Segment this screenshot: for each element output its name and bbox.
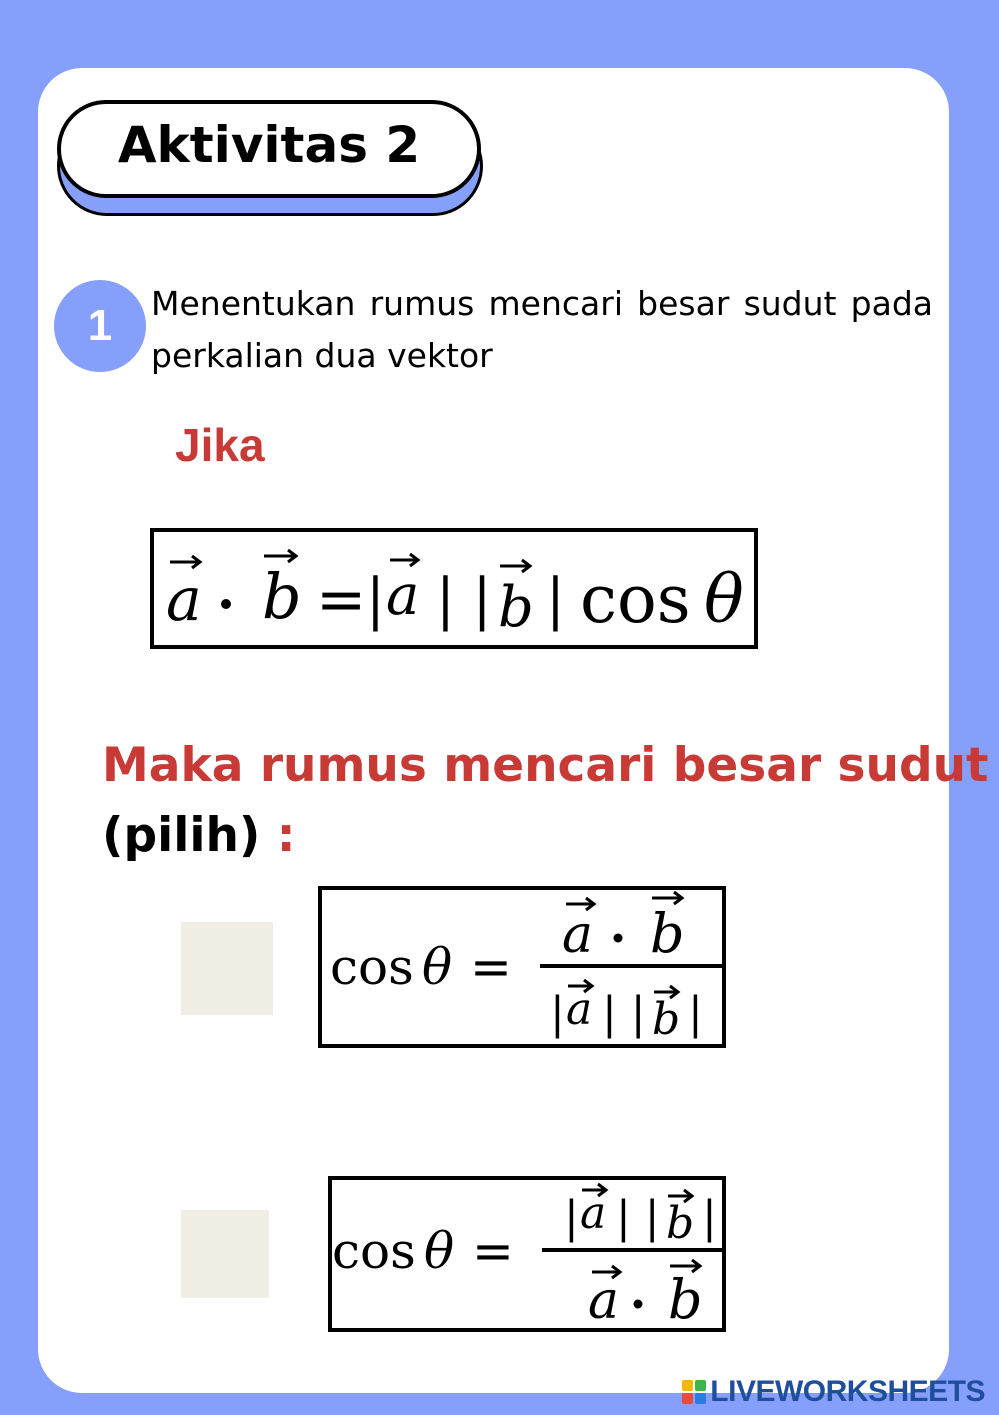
svg-text:a: a — [566, 984, 593, 1035]
option-1-formula — [318, 886, 726, 1048]
question-colon: : — [276, 808, 296, 863]
question-line-2 — [102, 808, 296, 863]
brand-logo-icon — [682, 1380, 706, 1404]
svg-text:|: | — [688, 988, 703, 1039]
brand-name: LIVEWORKSHEETS — [710, 1375, 985, 1408]
task-number-badge: 1 — [54, 280, 146, 372]
svg-text:| |: | | — [616, 1192, 660, 1243]
svg-text:cos: cos — [332, 1222, 416, 1280]
svg-text:a: a — [386, 563, 420, 628]
svg-text:θ: θ — [704, 561, 744, 638]
svg-text:|: | — [564, 1192, 579, 1243]
condition-label: Jika — [175, 419, 265, 471]
svg-text:b: b — [262, 560, 302, 633]
option-1-checkbox[interactable] — [181, 922, 273, 1015]
svg-text:cos: cos — [330, 938, 414, 996]
svg-text:b: b — [498, 575, 534, 640]
dot-product-formula — [150, 528, 758, 649]
svg-text:|: | — [550, 988, 565, 1039]
question-line-1: Maka rumus mencari besar sudut — [102, 738, 989, 793]
svg-text:a: a — [580, 1188, 607, 1239]
pilih-label: (pilih) — [102, 808, 261, 863]
svg-text:b: b — [650, 902, 685, 965]
svg-text:|: | — [366, 567, 385, 632]
svg-text:| |: | | — [436, 567, 492, 632]
svg-text:θ: θ — [424, 1222, 455, 1280]
brand-watermark — [682, 1375, 985, 1409]
svg-text:a: a — [562, 905, 594, 965]
svg-text:b: b — [652, 994, 681, 1044]
svg-text:b: b — [666, 1198, 695, 1249]
page-title: Aktivitas 2 — [117, 116, 421, 174]
svg-text:=: = — [472, 1222, 514, 1280]
svg-text:a: a — [588, 1271, 620, 1328]
svg-text:=: = — [316, 565, 367, 635]
option-2-formula — [328, 1176, 726, 1332]
svg-text:=: = — [470, 938, 512, 996]
svg-text:cos: cos — [580, 561, 691, 638]
svg-text:a: a — [166, 565, 202, 635]
svg-text:|: | — [702, 1192, 717, 1243]
svg-text:|: | — [546, 567, 565, 632]
svg-text:| |: | | — [602, 988, 646, 1039]
svg-text:b: b — [668, 1268, 703, 1328]
option-2-checkbox[interactable] — [181, 1210, 269, 1298]
task-instruction: Menentukan rumus mencari besar sudut pada perkalian dua vektor — [151, 284, 933, 375]
svg-text:θ: θ — [422, 938, 453, 996]
